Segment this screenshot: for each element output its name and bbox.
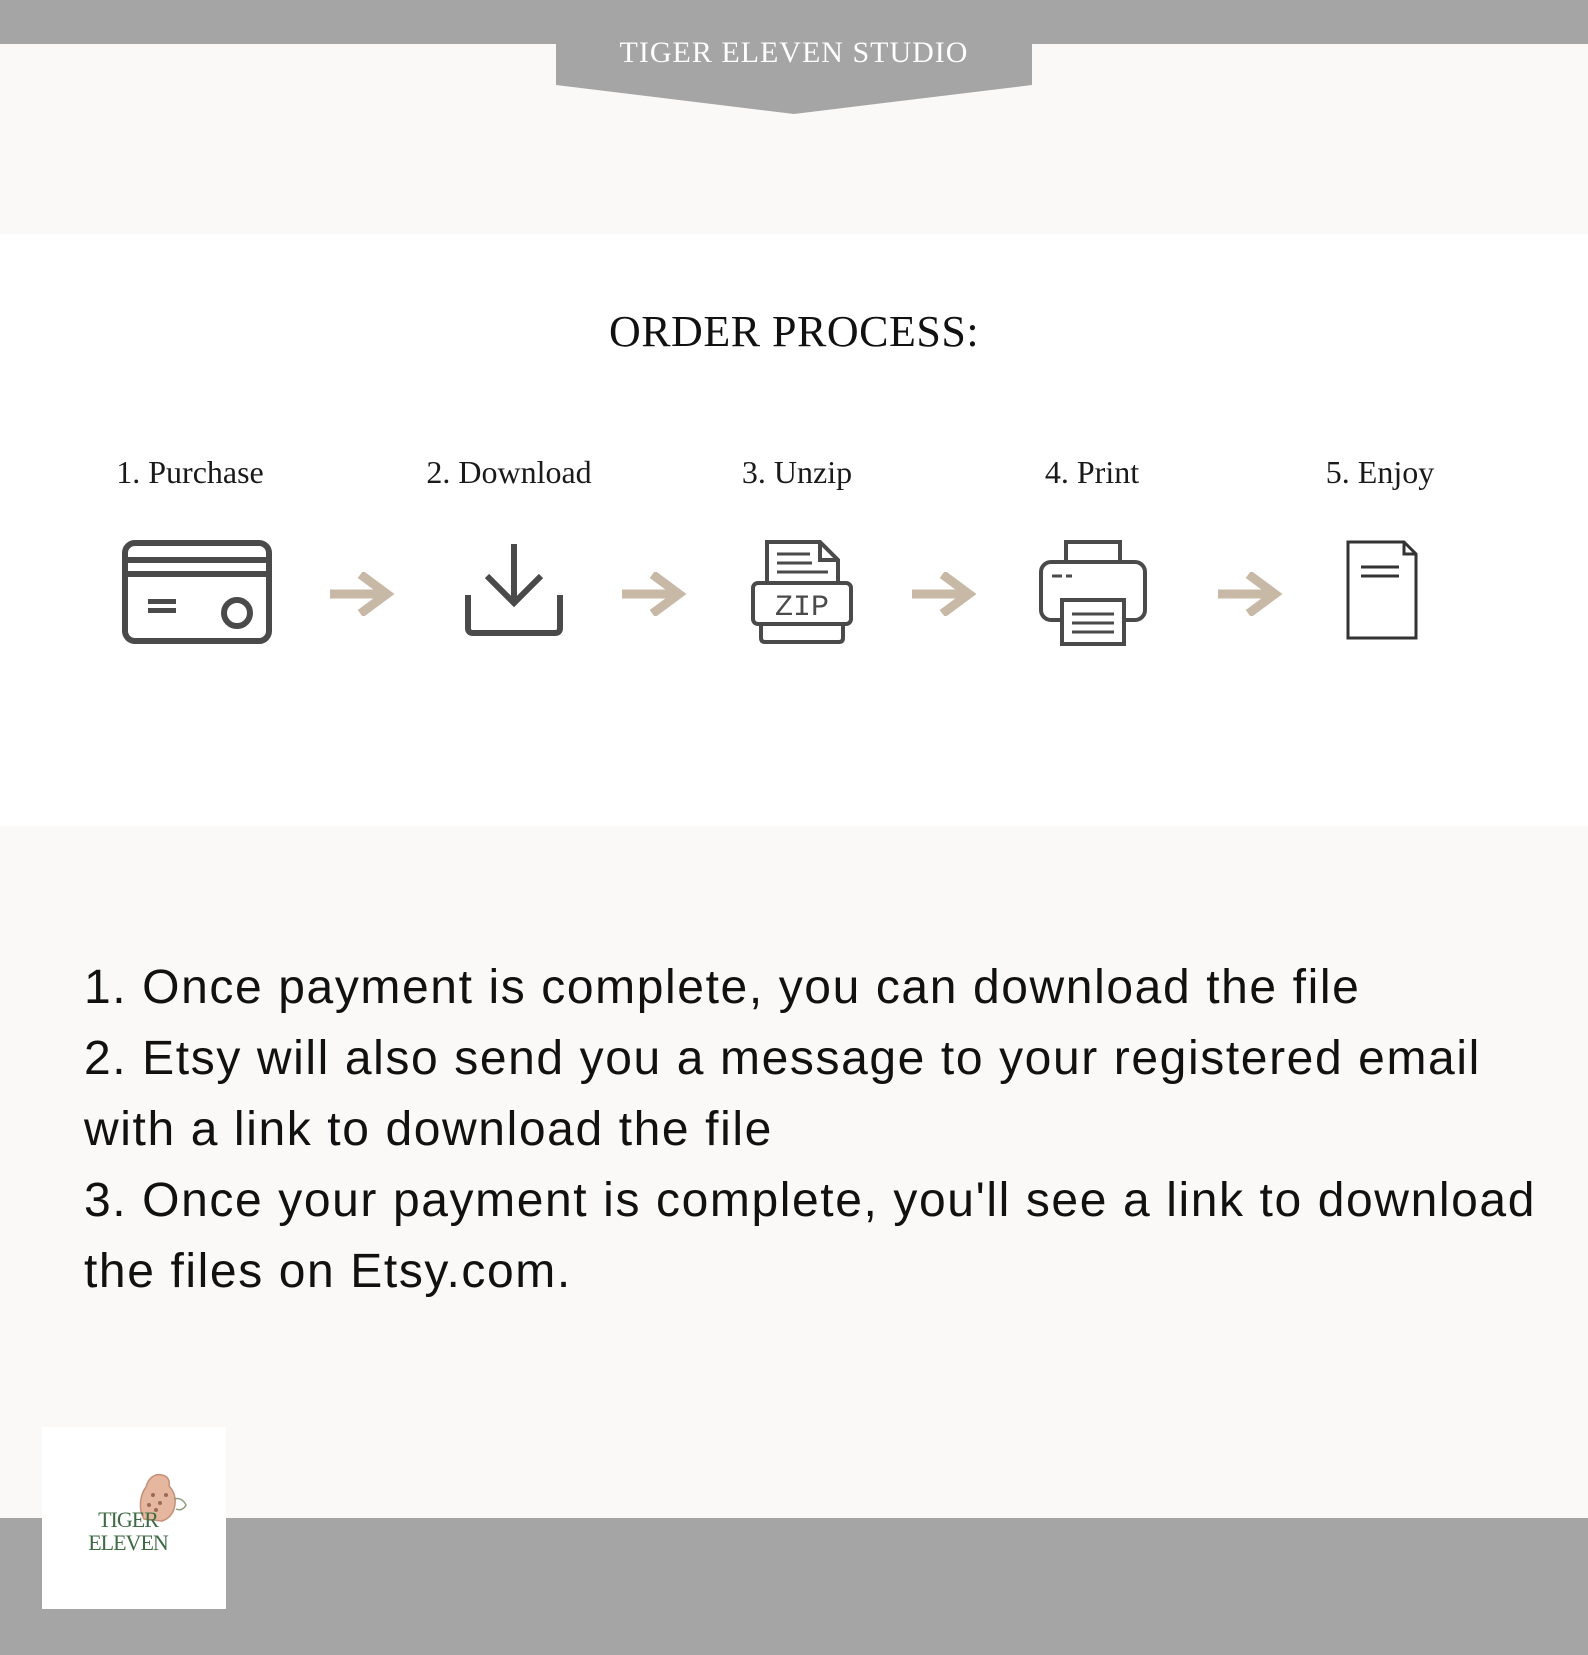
step-label-print: 4. Print [1044, 454, 1140, 490]
download-icon [462, 540, 566, 638]
instruction-1: 1. Once payment is complete, you can download the file [84, 961, 1361, 1014]
printer-icon [1038, 538, 1148, 648]
studio-banner [556, 0, 1032, 115]
instruction-2: 2. Etsy will also send you a message to your registered email with a link to download the file [84, 1032, 1481, 1156]
zip-file-icon [750, 538, 854, 646]
banner-title: TIGER ELEVEN STUDIO [619, 36, 969, 69]
document-icon [1344, 538, 1420, 642]
arrow-icon [622, 572, 686, 616]
logo-text-line2: ELEVEN [88, 1530, 168, 1555]
bottom-bar [0, 1518, 1588, 1655]
svg-text:ZIP: ZIP [774, 591, 830, 625]
credit-card-icon [120, 538, 276, 646]
arrow-icon [1218, 572, 1282, 616]
studio-logo [42, 1427, 226, 1609]
step-label-download: 2. Download [426, 454, 592, 490]
step-label-unzip: 3. Unzip [741, 454, 853, 490]
step-label-enjoy: 5. Enjoy [1325, 454, 1435, 490]
logo-text-line1: TIGER [98, 1507, 158, 1532]
instruction-3: 3. Once your payment is complete, you'll see a link to download the files on Etsy.com. [84, 1174, 1537, 1298]
instructions [84, 952, 1554, 1307]
section-title: ORDER PROCESS: [608, 307, 980, 356]
arrow-icon [330, 572, 394, 616]
arrow-icon [912, 572, 976, 616]
step-label-purchase: 1. Purchase [116, 454, 264, 490]
